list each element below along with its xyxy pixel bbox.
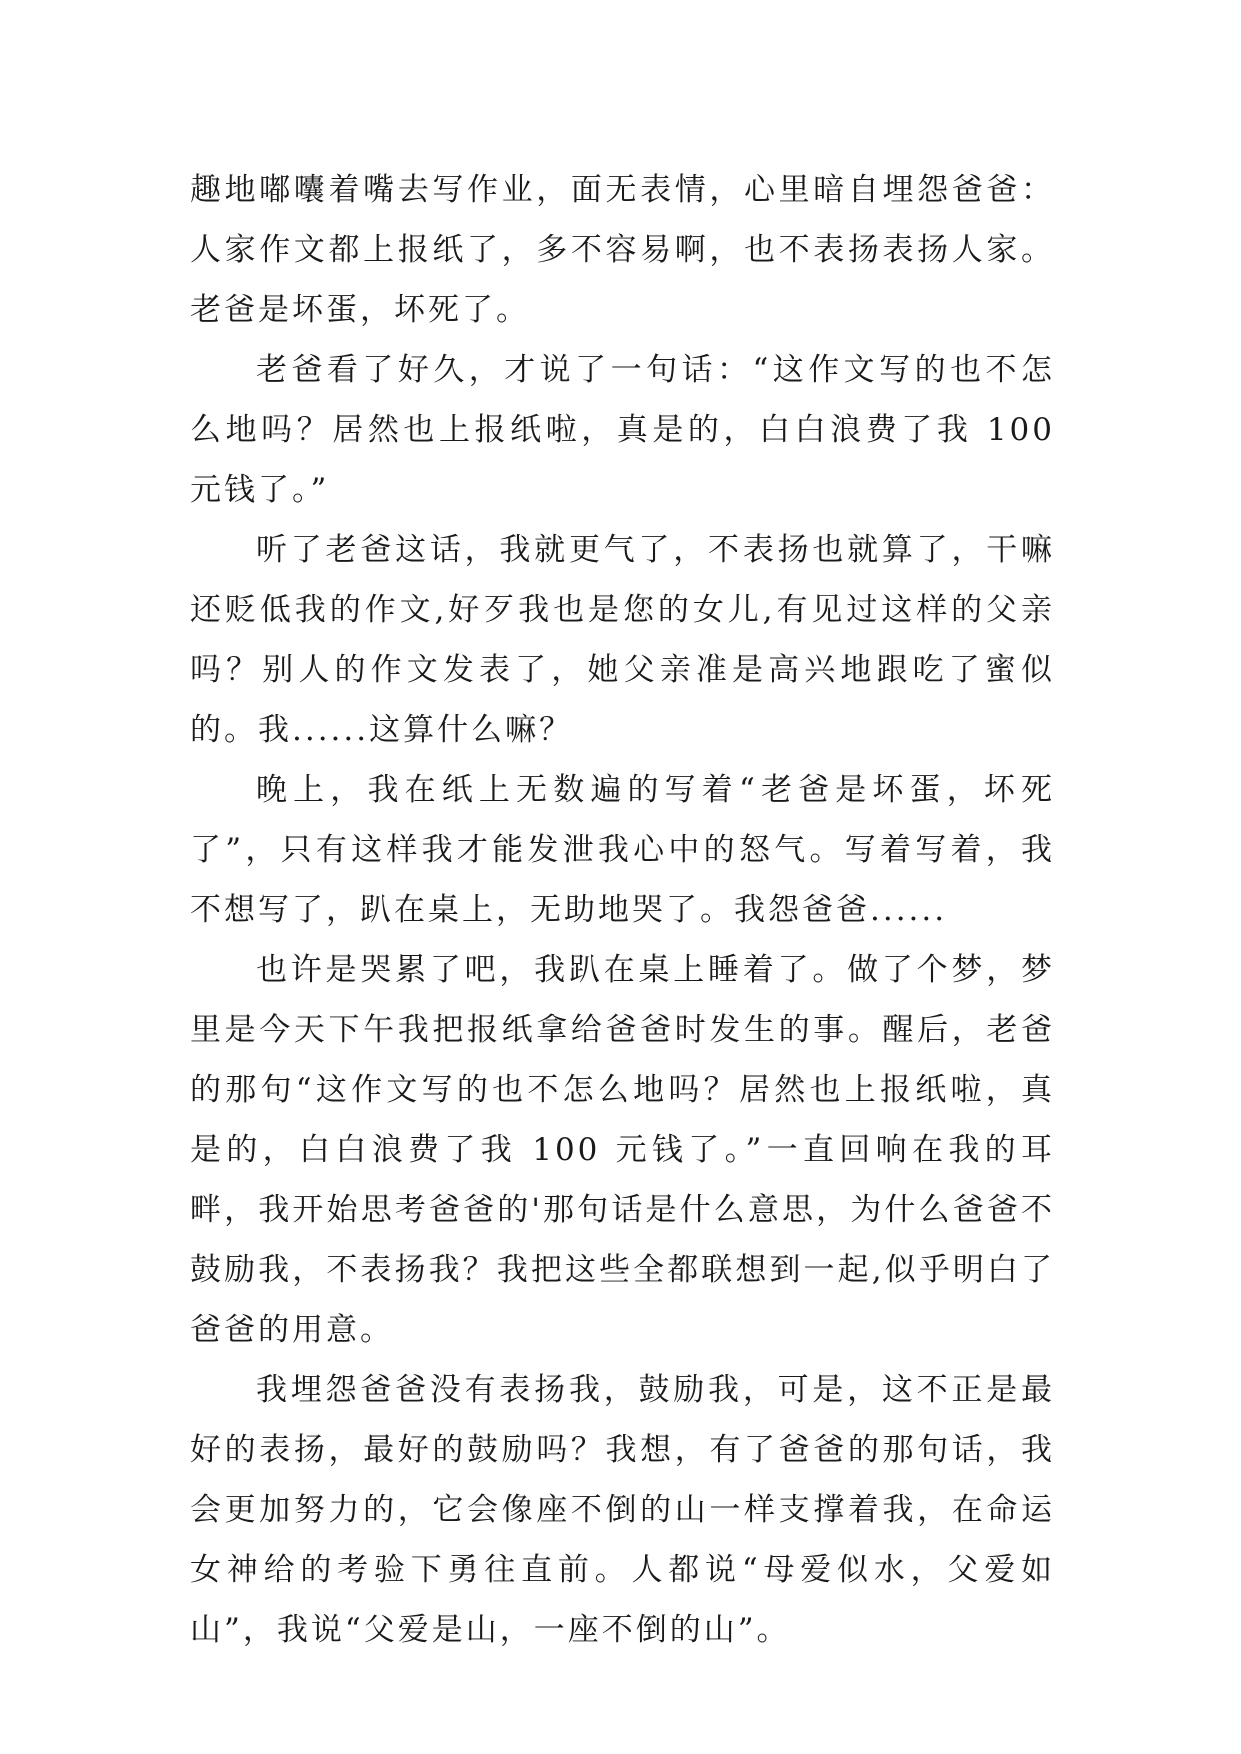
paragraph-2: 老爸看了好久，才说了一句话：“这作文写的也不怎么地吗？居然也上报纸啦，真是的，白白浪费了我 100 元钱了。” <box>190 352 1055 508</box>
paragraph-6: 我埋怨爸爸没有表扬我，鼓励我，可是，这不正是最好的表扬，最好的鼓励吗？我想，有了爸爸的那句话，我会更加努力的，它会像座不倒的山一样支撑着我，在命运女神给的考验下勇往直前。人都说“母爱似水，父爱如山”，我说“父爱是山，一座不倒的山”。 <box>190 1372 1055 1648</box>
paragraph-4: 晚上，我在纸上无数遍的写着“老爸是坏蛋，坏死了”，只有这样我才能发泄我心中的怒气。写着写着，我不想写了，趴在桌上，无助地哭了。我怨爸爸...... <box>190 772 1055 928</box>
paragraph-1: 趣地嘟囔着嘴去写作业，面无表情，心里暗自埋怨爸爸：人家作文都上报纸了，多不容易啊，也不表扬表扬人家。老爸是坏蛋，坏死了。 <box>190 172 1055 328</box>
paragraph-3: 听了老爸这话，我就更气了，不表扬也就算了，干嘛还贬低我的作文,好歹我也是您的女儿,有见过这样的父亲吗？别人的作文发表了，她父亲准是高兴地跟吃了蜜似的。我......这算什么嘛？ <box>190 532 1055 748</box>
document-body <box>190 160 1055 1660</box>
paragraph-5: 也许是哭累了吧，我趴在桌上睡着了。做了个梦，梦里是今天下午我把报纸拿给爸爸时发生的事。醒后，老爸的那句“这作文写的也不怎么地吗？居然也上报纸啦，真是的，白白浪费了我 100 元钱了。”一直回响在我的耳畔，我开始思考爸爸的'那句话是什么意思，为什么爸爸不鼓励我，不表扬我？我把这些全都联想到一起,似乎明白了爸爸的用意。 <box>190 952 1055 1348</box>
